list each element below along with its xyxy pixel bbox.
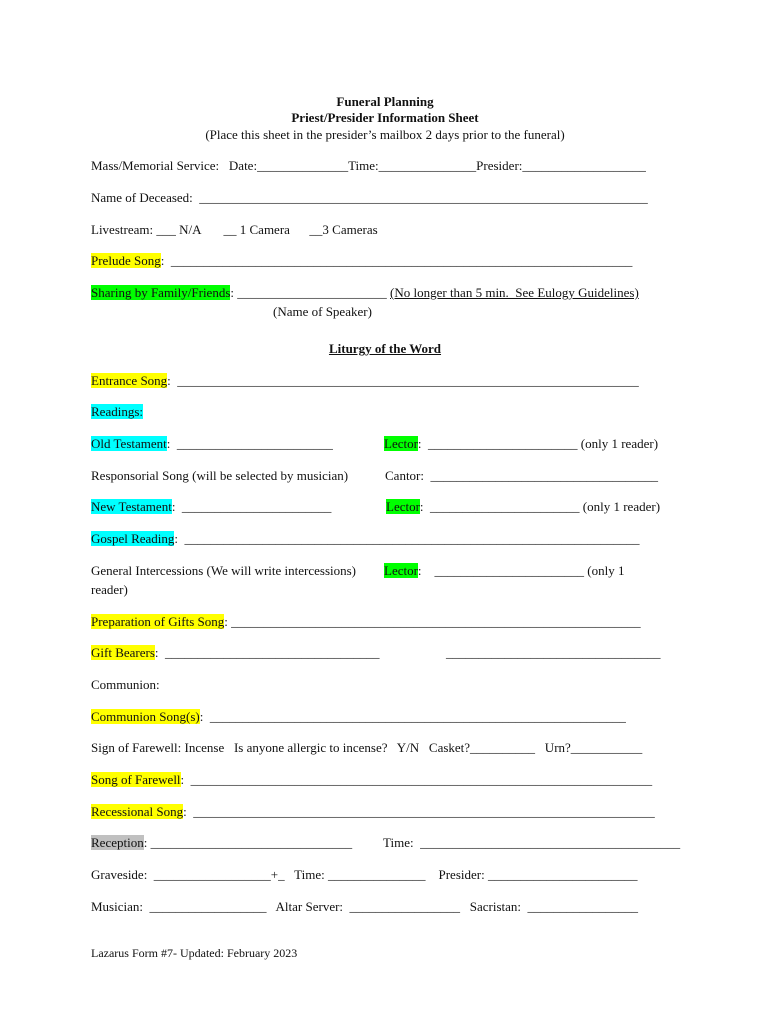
form-title: Funeral Planning (336, 94, 434, 109)
deceased-label: Name of Deceased: (91, 190, 200, 205)
farewell-song-row (91, 772, 652, 788)
recessional-song-field[interactable]: : _______________________________________________________________________ (183, 804, 655, 819)
presider-label: Presider: (476, 158, 523, 173)
form-instruction: (Place this sheet in the presider’s mailbox 2 days prior to the funeral) (205, 127, 565, 142)
gift-bearers-row (91, 645, 380, 661)
gift-bearer-2-field[interactable]: _________________________________ (446, 645, 661, 660)
ministers-row[interactable]: Musician: __________________ Altar Server: _________________ Sacristan: _________________ (91, 899, 639, 914)
mass-service-row (91, 158, 646, 174)
graveside-row[interactable]: Graveside: __________________+_ Time: _______________ Presider: _______________________ (91, 867, 638, 882)
gospel-row (91, 531, 640, 547)
gift-bearers-label: Gift Bearers (91, 645, 155, 660)
gifts-song-field[interactable]: : _______________________________________________________________ (224, 614, 641, 629)
deceased-field[interactable]: _____________________________________________________________________ (199, 190, 648, 205)
intercessions-text: General Intercessions (We will write intercessions) (91, 563, 357, 578)
old-testament-lector-field[interactable]: : _______________________ (only 1 reader) (417, 436, 659, 451)
recessional-song-label: Recessional Song (91, 804, 184, 819)
reception-row (91, 835, 352, 851)
communion-songs-field[interactable]: : ________________________________________________________________ (199, 709, 626, 724)
farewell-sign-row[interactable]: Sign of Farewell: Incense Is anyone allergic to incense? Y/N Casket?__________ Urn?___________ (91, 740, 643, 755)
mass-service-label: Mass/Memorial Service: Date: (91, 158, 258, 173)
gifts-song-row (91, 614, 641, 630)
readings-row (91, 404, 143, 420)
livestream-options[interactable]: Livestream: ___ N/A __ 1 Camera __3 Cameras (91, 222, 378, 237)
new-testament-field[interactable]: : _______________________ (171, 499, 332, 514)
presider-field[interactable]: ___________________ (522, 158, 646, 173)
entrance-song-field[interactable]: : _______________________________________________________________________ (167, 373, 639, 388)
form-footer: Lazarus Form #7- Updated: February 2023 (91, 946, 298, 960)
cantor-field[interactable]: Cantor: ___________________________________ (385, 468, 658, 483)
speaker-name-caption: (Name of Speaker) (273, 304, 372, 319)
reception-field[interactable]: : _______________________________ (143, 835, 353, 850)
lector-label: Lector (386, 499, 420, 514)
intercessions-wrap: reader) (91, 582, 128, 597)
sharing-label: Sharing by Family/Friends (91, 285, 231, 300)
intercessions-lector-row (384, 563, 624, 579)
new-testament-lector-row (386, 499, 660, 515)
reception-time-field[interactable]: Time: ________________________________________ (383, 835, 681, 850)
new-testament-row (91, 499, 331, 515)
readings-label: Readings: (91, 404, 143, 419)
gospel-reading-field[interactable]: : ______________________________________________________________________ (174, 531, 640, 546)
reception-label: Reception (91, 835, 144, 850)
new-testament-lector-field[interactable]: : _______________________ (only 1 reader) (419, 499, 661, 514)
communion-label: Communion: (91, 677, 160, 692)
eulogy-guideline-note: (No longer than 5 min. See Eulogy Guidelines) (390, 285, 639, 300)
farewell-song-label: Song of Farewell (91, 772, 181, 787)
time-label: Time: (348, 158, 379, 173)
new-testament-label: New Testament (91, 499, 172, 514)
old-testament-row (91, 436, 333, 452)
responsorial-text: Responsorial Song (will be selected by musician) (91, 468, 349, 483)
gifts-song-label: Preparation of Gifts Song (91, 614, 225, 629)
farewell-song-field[interactable]: : _______________________________________________________________________ (180, 772, 653, 787)
gift-bearer-1-field[interactable]: : _________________________________ (154, 645, 380, 660)
communion-songs-label: Communion Song(s) (91, 709, 200, 724)
lector-label: Lector (384, 563, 418, 578)
deceased-row (91, 190, 648, 206)
intercessions-lector-field[interactable]: : _______________________ (only 1 (417, 563, 625, 578)
lector-label: Lector (384, 436, 418, 451)
old-testament-field[interactable]: : ________________________ (166, 436, 333, 451)
gospel-reading-label: Gospel Reading (91, 531, 175, 546)
recessional-row (91, 804, 655, 820)
entrance-song-label: Entrance Song (91, 373, 168, 388)
sharing-speaker-field[interactable]: : _______________________ (230, 285, 391, 300)
prelude-song-field[interactable]: : _______________________________________________________________________ (160, 253, 633, 268)
date-field[interactable]: ______________ (257, 158, 349, 173)
communion-songs-row (91, 709, 626, 725)
prelude-row (91, 253, 632, 269)
old-testament-lector-row (384, 436, 658, 452)
sharing-row (91, 285, 639, 301)
form-subtitle: Priest/Presider Information Sheet (291, 110, 479, 125)
liturgy-heading: Liturgy of the Word (328, 341, 442, 356)
time-field[interactable]: _______________ (378, 158, 477, 173)
old-testament-label: Old Testament (91, 436, 167, 451)
entrance-row (91, 373, 639, 389)
prelude-song-label: Prelude Song (91, 253, 161, 268)
